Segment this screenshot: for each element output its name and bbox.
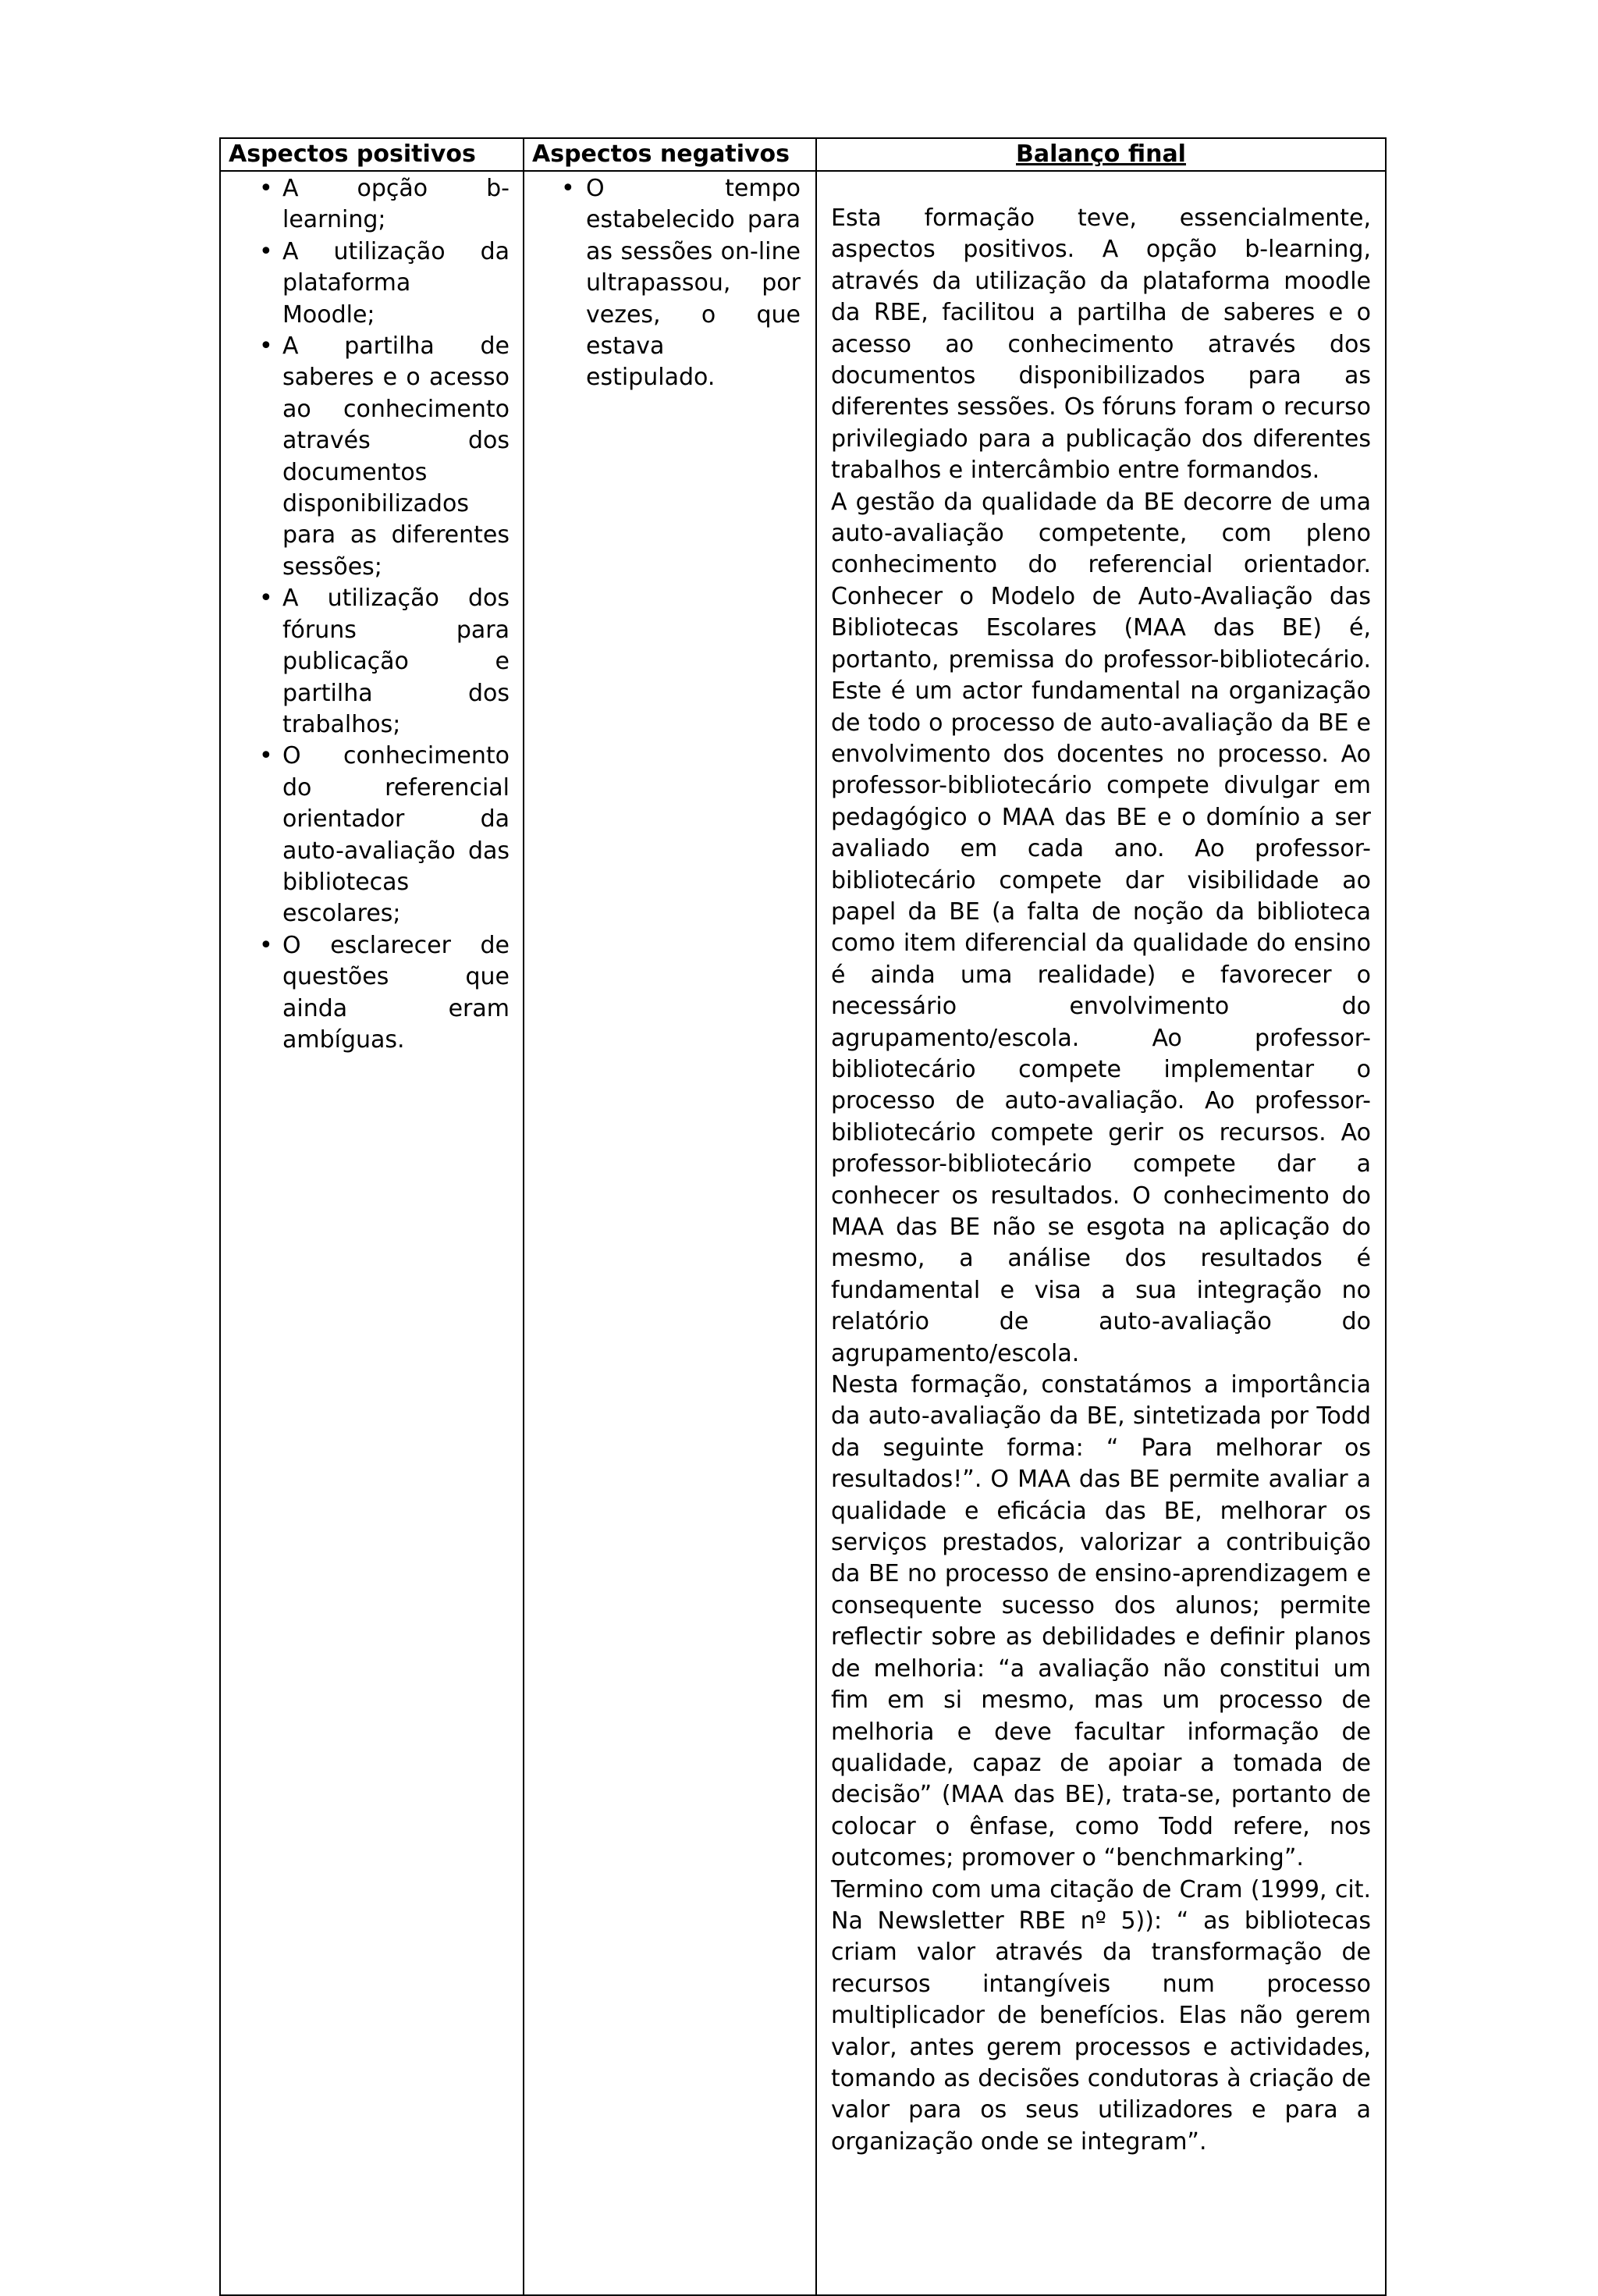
list-item: • A utilização dos fóruns para publicação e partilha dos trabalhos; [222,583,522,741]
list-item: • O conhecimento do referencial orientador da auto-avaliação das bibliotecas escolares; [222,741,522,929]
list-item: • O esclarecer de questões que ainda eram ambíguas. [222,930,522,1057]
header-final-balance [816,138,1386,171]
table-body-row [220,171,1386,2295]
evaluation-table [219,137,1387,2296]
list-item: • A utilização da plataforma Moodle; [222,236,522,331]
positive-aspects-list [222,173,522,1056]
final-paragraph-closing-quote: Termino com uma citação de Cram (1999, cit. Na Newsletter RBE nº 5)): “ as bibliotecas criam valor através da transformação de recursos intangíveis num processo multiplicador de benefícios. Elas não gerem valor, antes gerem processos e actividades, tomando as decisões condutoras à criação de valor para os seus utilizadores e para a organização onde se integram”. [831,1875,1371,2156]
positive-aspects-cell [220,171,524,2295]
header-positive-aspects: Aspectos positivos [220,138,524,171]
list-item: • A opção b-learning; [222,173,522,236]
list-item: • O tempo estabelecido para as sessões on-line ultrapassou, por vezes, o que estava estipulado. [525,173,815,394]
final-paragraph-importance: Nesta formação, constatámos a importância da auto-avaliação da BE, sintetizada por Todd da seguinte forma: “ Para melhorar os resultados!”. O MAA das BE permite avaliar a qualidade e eficácia das BE, melhorar os serviços prestados, valorizar a contribuição da BE no processo de ensino-aprendizagem e consequente sucesso dos alunos; permite reflectir sobre as debilidades e definir planos de melhoria: “a avaliação não constitui um fim em si mesmo, mas um processo de melhoria e deve facultar informação de qualidade, capaz de apoiar a tomada de decisão” (MAA das BE), trata-se, portanto de colocar o ênfase, como Todd refere, nos outcomes; promover o “benchmarking”. [831,1371,1371,1872]
header-negative-aspects: Aspectos negativos [524,138,816,171]
final-balance-cell [816,171,1386,2295]
final-paragraph-intro: Esta formação teve, essencialmente, aspectos positivos. A opção b-learning, através da utilização da plataforma moodle da RBE, facilitou a partilha de saberes e o acesso ao conhecimento através dos documentos disponibilizados para as diferentes sessões. Os fóruns foram o recurso privilegiado para a publicação dos diferentes trabalhos e intercâmbio entre formandos. [831,204,1371,485]
header-final-balance-label: Balanço final [1016,140,1186,168]
table-header-row [220,138,1386,171]
final-paragraph-quality-management: A gestão da qualidade da BE decorre de uma auto-avaliação competente, com pleno conhecimento do referencial orientador. Conhecer o Modelo de Auto-Avaliação das Bibliotecas Escolares (MAA das BE) é, portanto, premissa do professor-bibliotecário. Este é um actor fundamental na organização de todo o processo de auto-avaliação da BE e envolvimento dos docentes no processo. Ao professor-bibliotecário compete divulgar em pedagógico o MAA das BE e o domínio a ser avaliado em cada ano. Ao professor-bibliotecário compete dar visibilidade ao papel da BE (a falta de noção da biblioteca como item diferencial da qualidade do ensino é ainda uma realidade) e favorecer o necessário envolvimento do agrupamento/escola. Ao professor-bibliotecário compete implementar o processo de auto-avaliação. Ao professor-bibliotecário compete gerir os recursos. Ao professor-bibliotecário compete dar a conhecer os resultados. O conhecimento do MAA das BE não se esgota na aplicação do mesmo, a análise dos resultados é fundamental e visa a sua integração no relatório de auto-avaliação do agrupamento/escola. [831,488,1371,1367]
negative-aspects-list [525,173,815,394]
list-item: • A partilha de saberes e o acesso ao conhecimento através dos documentos disponibilizados para as diferentes sessões; [222,331,522,583]
negative-aspects-cell [524,171,816,2295]
